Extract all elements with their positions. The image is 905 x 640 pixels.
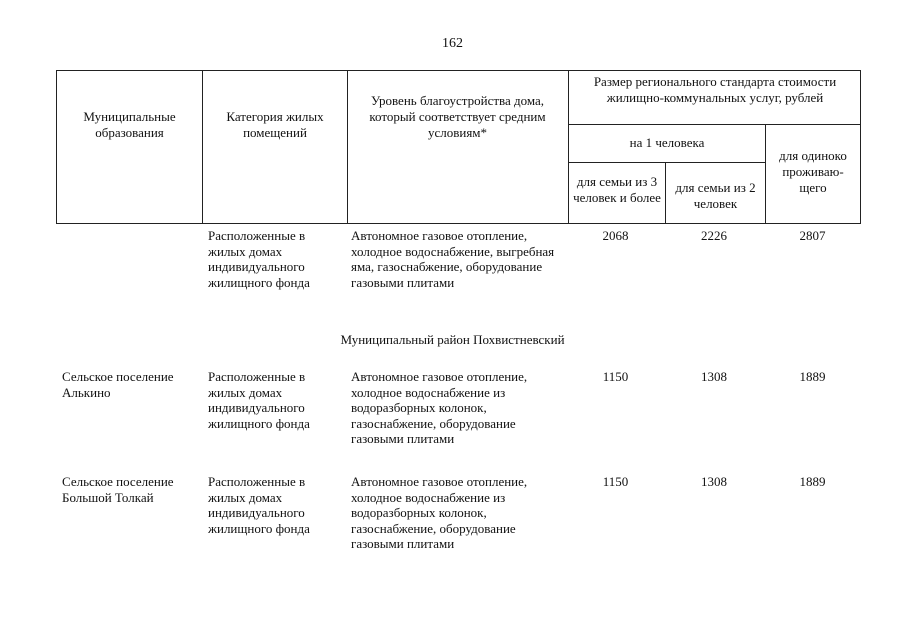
row-1-level: Автономное газовое отопление, холодное водоснабжение из водоразборных колонок, газоснабжение, оборудование газовыми плитами <box>351 369 528 446</box>
header-family2: для семьи из 2 человек <box>675 180 756 211</box>
header-per-person: на 1 человека <box>629 135 705 150</box>
row-0-level: Автономное газовое отопление, холодное водоснабжение, выгребная яма, газоснабжение, оборудование газовыми плитами <box>351 228 555 290</box>
row-1-single: 1889 <box>799 369 826 384</box>
row-2-family2: 1308 <box>701 474 727 489</box>
table-header <box>56 70 861 224</box>
header-municipality: Муниципальные образования <box>83 109 176 140</box>
row-divider <box>568 124 860 125</box>
header-family3: для семьи из 3 человек и более <box>573 174 661 205</box>
column-divider <box>347 71 348 223</box>
header-category: Категория жилых помещений <box>226 109 324 140</box>
row-1-municipality: Сельское поселение Алькино <box>62 369 174 400</box>
header-single: для одиноко проживаю-щего <box>779 148 847 195</box>
row-0-family3: 2068 <box>602 228 629 243</box>
row-0-category: Расположенные в жилых домах индивидуального жилищного фонда <box>208 228 310 290</box>
row-2-single: 1889 <box>799 474 826 489</box>
column-divider <box>765 124 766 223</box>
row-divider <box>568 162 765 163</box>
row-2-family3: 1150 <box>602 474 629 489</box>
section-title: Муниципальный район Похвистневский <box>340 332 565 347</box>
row-0-family2: 2226 <box>701 228 727 243</box>
row-2-category: Расположенные в жилых домах индивидуального жилищного фонда <box>208 474 310 536</box>
page-number: 162 <box>442 36 463 51</box>
row-1-category: Расположенные в жилых домах индивидуального жилищного фонда <box>208 369 310 431</box>
row-2-municipality: Сельское поселение Большой Толкай <box>62 474 174 505</box>
row-1-family2: 1308 <box>701 369 727 384</box>
row-0-single: 2807 <box>799 228 826 243</box>
header-level: Уровень благоустройства дома, который соответствует средним условиям* <box>369 93 546 140</box>
row-2-level: Автономное газовое отопление, холодное водоснабжение из водоразборных колонок, газоснабжение, оборудование газовыми плитами <box>351 474 528 551</box>
header-standard: Размер регионального стандарта стоимости жилищно-коммунальных услуг, рублей <box>593 74 837 105</box>
row-1-family3: 1150 <box>602 369 629 384</box>
column-divider <box>202 71 203 223</box>
